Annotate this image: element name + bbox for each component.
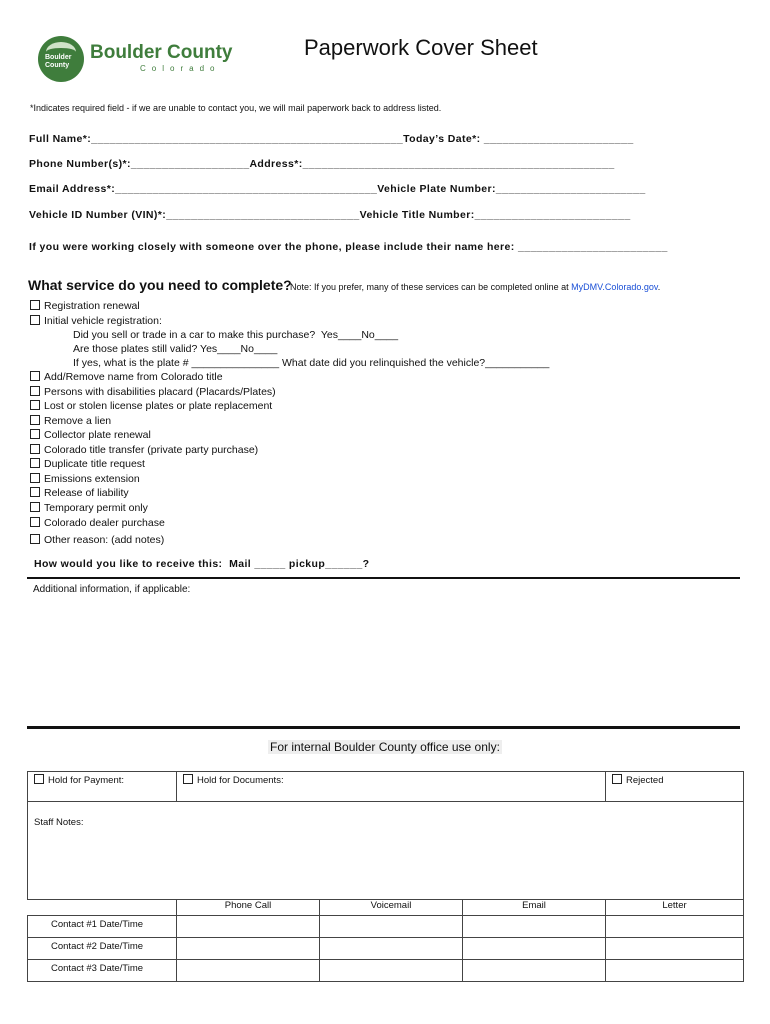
checkbox-icon[interactable]: [183, 774, 193, 784]
col-phone-call: Phone Call: [177, 900, 320, 916]
checkbox-icon[interactable]: [30, 473, 40, 483]
email-plate-field[interactable]: Email Address*:__________________________________________Vehicle Plate Number:________________________: [29, 183, 646, 195]
option-label: Colorado dealer purchase: [44, 517, 165, 529]
option-label: Add/Remove name from Colorado title: [44, 371, 223, 383]
option-emissions-extension[interactable]: [30, 473, 140, 485]
option-other-reason[interactable]: [30, 534, 164, 546]
checkbox-icon[interactable]: [30, 534, 40, 544]
contact-cell[interactable]: [606, 938, 744, 960]
full-name-field[interactable]: Full Name*:__________________________________________________Today’s Date*: ________________________: [29, 133, 634, 145]
option-temporary-permit[interactable]: [30, 502, 148, 514]
services-heading: What service do you need to complete?: [28, 277, 292, 293]
contact-cell[interactable]: [320, 916, 463, 938]
checkbox-icon[interactable]: [30, 371, 40, 381]
option-label: Temporary permit only: [44, 502, 148, 514]
checkbox-icon[interactable]: [30, 487, 40, 497]
option-disability-placard[interactable]: [30, 386, 276, 398]
office-use-table: [27, 771, 744, 982]
option-label: Persons with disabilities placard (Placards/Plates): [44, 386, 276, 398]
contact-cell[interactable]: [177, 916, 320, 938]
services-note-end: .: [657, 282, 661, 292]
divider: [27, 577, 740, 579]
vin-title-field[interactable]: Vehicle ID Number (VIN)*:_______________________________Vehicle Title Number:_________________________: [29, 209, 631, 221]
hold-payment-label: Hold for Payment:: [48, 775, 125, 786]
contact-cell[interactable]: [177, 960, 320, 982]
option-label: Remove a lien: [44, 415, 112, 427]
option-label: Duplicate title request: [44, 458, 145, 470]
sub-question-sell-trade[interactable]: Did you sell or trade in a car to make this purchase? Yes____No____: [73, 329, 399, 341]
checkbox-icon[interactable]: [30, 429, 40, 439]
contact-cell[interactable]: [606, 960, 744, 982]
rejected-label: Rejected: [626, 775, 664, 786]
sub-question-plate-number[interactable]: If yes, what is the plate # _______________ What date did you relinquished the vehicle?___________: [73, 357, 550, 369]
option-add-remove-name[interactable]: [30, 371, 223, 383]
option-title-transfer[interactable]: [30, 444, 258, 456]
col-voicemail: Voicemail: [320, 900, 463, 916]
additional-info-area[interactable]: [33, 600, 733, 715]
checkbox-icon[interactable]: [30, 444, 40, 454]
logo-subtitle: Colorado: [140, 64, 221, 73]
staff-notes-cell[interactable]: [28, 802, 744, 900]
option-registration-renewal[interactable]: [30, 300, 140, 312]
option-remove-lien[interactable]: [30, 415, 111, 427]
services-note: [290, 282, 660, 292]
checkbox-icon[interactable]: [30, 415, 40, 425]
option-label: Collector plate renewal: [44, 429, 151, 441]
checkbox-icon[interactable]: [30, 315, 40, 325]
option-label: Initial vehicle registration:: [44, 315, 162, 327]
contact-cell[interactable]: [463, 938, 606, 960]
option-label: Other reason: (add notes): [44, 534, 165, 546]
contact-name-field[interactable]: If you were working closely with someone over the phone, please include their name here: ________________________: [29, 241, 668, 253]
required-field-note: *Indicates required field - if we are unable to contact you, we will mail paperwork back to address listed.: [30, 103, 442, 113]
option-duplicate-title[interactable]: [30, 458, 145, 470]
checkbox-icon[interactable]: [30, 386, 40, 396]
contact-cell[interactable]: [320, 938, 463, 960]
checkbox-icon[interactable]: [612, 774, 622, 784]
divider: [27, 726, 740, 729]
option-label: Emissions extension: [44, 473, 140, 485]
contact-row-label: Contact #2 Date/Time: [28, 938, 177, 960]
county-logo: [38, 36, 84, 82]
option-label: Lost or stolen license plates or plate replacement: [44, 400, 273, 412]
hold-documents-label: Hold for Documents:: [197, 775, 284, 786]
hold-documents-cell[interactable]: [177, 772, 606, 802]
option-label: Colorado title transfer (private party purchase): [44, 444, 259, 456]
office-use-title: For internal Boulder County office use only:: [270, 740, 500, 754]
rejected-cell[interactable]: [606, 772, 744, 802]
option-label: Release of liability: [44, 487, 129, 499]
contact-cell[interactable]: [177, 938, 320, 960]
hold-payment-cell[interactable]: [28, 772, 177, 802]
contact-cell[interactable]: [463, 916, 606, 938]
col-email: Email: [463, 900, 606, 916]
checkbox-icon[interactable]: [30, 458, 40, 468]
header-blank-cell: [28, 900, 177, 916]
logo-mini-text: Boulder County: [45, 54, 72, 69]
sub-question-plates-valid[interactable]: Are those plates still valid? Yes____No____: [73, 343, 278, 355]
phone-address-field[interactable]: Phone Number(s)*:___________________Address*:__________________________________________________: [29, 158, 615, 170]
option-initial-registration[interactable]: [30, 315, 162, 327]
option-label: Registration renewal: [44, 300, 140, 312]
staff-notes-label: Staff Notes:: [34, 817, 84, 828]
option-release-liability[interactable]: [30, 487, 129, 499]
receive-method-question[interactable]: How would you like to receive this: Mail _____ pickup______?: [34, 558, 370, 570]
contact-cell[interactable]: [606, 916, 744, 938]
checkbox-icon[interactable]: [30, 502, 40, 512]
option-collector-plate[interactable]: [30, 429, 151, 441]
contact-row-label: Contact #3 Date/Time: [28, 960, 177, 982]
option-lost-plates[interactable]: [30, 400, 272, 412]
option-dealer-purchase[interactable]: [30, 517, 165, 529]
checkbox-icon[interactable]: [30, 400, 40, 410]
contact-row-label: Contact #1 Date/Time: [28, 916, 177, 938]
col-letter: Letter: [606, 900, 744, 916]
contact-cell[interactable]: [463, 960, 606, 982]
mydmv-link[interactable]: MyDMV.Colorado.gov: [571, 282, 658, 292]
logo-title: Boulder County: [90, 42, 233, 63]
checkbox-icon[interactable]: [30, 517, 40, 527]
contact-cell[interactable]: [320, 960, 463, 982]
document-title: Paperwork Cover Sheet: [304, 35, 538, 60]
checkbox-icon[interactable]: [30, 300, 40, 310]
checkbox-icon[interactable]: [34, 774, 44, 784]
services-note-text: Note: If you prefer, many of these services can be completed online at: [290, 282, 572, 292]
additional-info-label: Additional information, if applicable:: [33, 584, 191, 595]
